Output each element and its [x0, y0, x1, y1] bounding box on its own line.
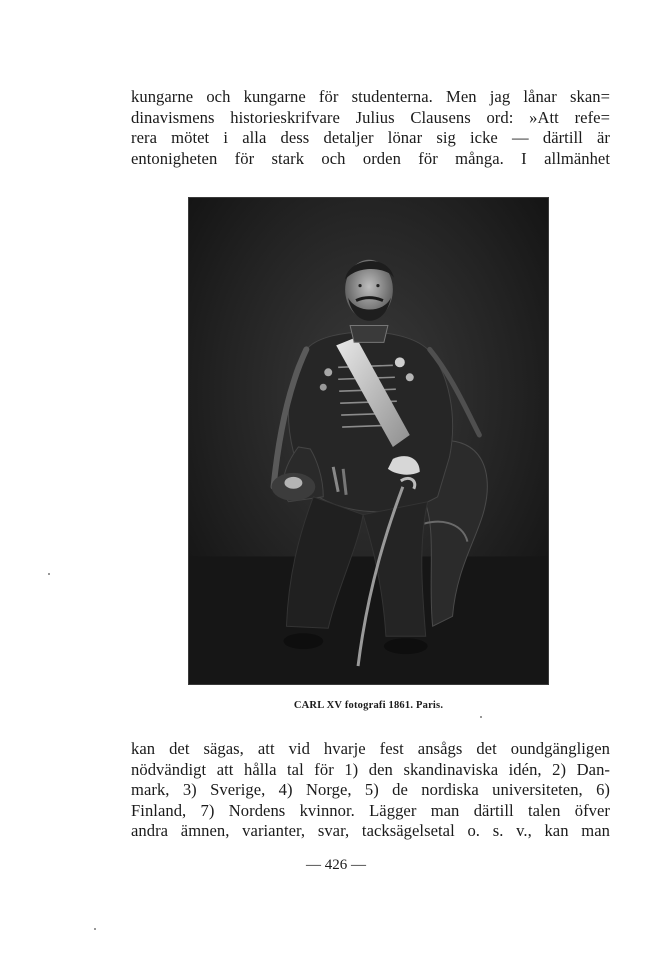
text-line: mark, 3) Sverige, 4) Norge, 5) de nordiska universiteten, 6) — [131, 780, 610, 800]
text-line: nödvändigt att hålla tal för 1) den skandinaviska idén, 2) Dan- — [131, 759, 610, 779]
portrait-illustration — [189, 198, 548, 684]
text-line: entonigheten för stark och orden för många. I allmänhet — [131, 148, 610, 168]
caption-place: Paris. — [416, 700, 444, 711]
caption-main: CARL XV fotografi 1861. — [293, 700, 414, 711]
paper-speck — [94, 928, 96, 930]
text-line: Finland, 7) Nordens kvinnor. Lägger man därtill talen öfver — [131, 800, 610, 820]
bottom-paragraph — [131, 739, 610, 842]
text-line: kungarne och kungarne för studenterna. Men jag lånar skan= — [131, 87, 610, 106]
text-line: dinavismens historieskrifvare Julius Clausens ord: »Att refe= — [131, 107, 610, 127]
text-line: rera mötet i alla dess detaljer lönar sig icke — därtill är — [131, 128, 610, 148]
top-paragraph — [131, 87, 610, 169]
text-line: andra ämnen, varianter, svar, tacksägelsetal o. s. v., kan man — [131, 821, 610, 841]
portrait-photograph — [188, 197, 549, 685]
page-number: — 426 — — [306, 857, 366, 873]
figure-caption — [188, 700, 549, 711]
text-line: kan det sägas, att vid hvarje fest ansågs det oundgängligen — [131, 739, 610, 758]
paper-speck — [48, 573, 50, 575]
paper-speck — [480, 716, 482, 718]
